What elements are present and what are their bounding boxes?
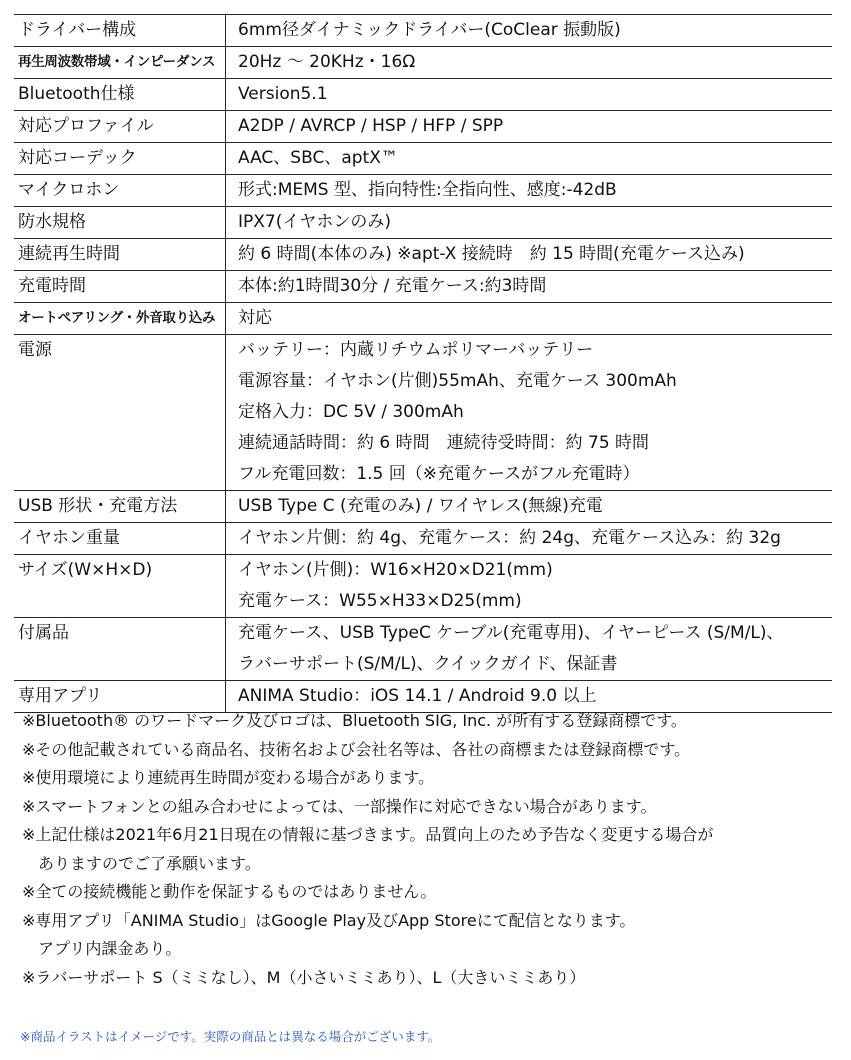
spec-label: 連続再生時間: [14, 239, 226, 271]
spec-value-line: AAC、SBC、aptX™: [238, 148, 398, 168]
spec-value: [226, 143, 833, 175]
spec-row: [14, 15, 832, 47]
spec-label: 再生周波数帯域・インピーダンス: [14, 47, 226, 79]
spec-label: 充電時間: [14, 271, 226, 303]
spec-value: [226, 491, 833, 523]
note-line: ※その他記載されている商品名、技術名および会社名等は、各社の商標または登録商標です。: [22, 739, 691, 759]
note-line: ※スマートフォンとの組み合わせによっては、一部操作に対応できない場合があります。: [22, 796, 657, 816]
note-line: ※全ての接続機能と動作を保証するものではありません。: [22, 882, 437, 901]
spec-value-line: 約 6 時間(本体のみ) ※apt-X 接続時 約 15 時間(充電ケース込み): [238, 244, 745, 264]
spec-value: [226, 618, 833, 681]
spec-value-line: Version5.1: [238, 84, 328, 104]
notes-list: [22, 707, 832, 992]
spec-value: [226, 47, 833, 79]
spec-value: [226, 523, 833, 555]
spec-label: ドライバー構成: [14, 15, 226, 47]
spec-value: [226, 111, 833, 143]
spec-row: [14, 491, 832, 523]
spec-value-line: 形式:MEMS 型、指向特性:全指向性、感度:-42dB: [238, 180, 617, 200]
note-line: ※使用環境により連続再生時間が変わる場合があります。: [22, 768, 435, 787]
note-line: ※専用アプリ「ANIMA Studio」はGoogle Play及びApp Storeにて配信となります。: [22, 910, 636, 930]
spec-value-line: 本体:約1時間30分 / 充電ケース:約3時間: [238, 276, 547, 296]
spec-value-line: イヤホン片側：約 4g、充電ケース：約 24g、充電ケース込み：約 32g: [238, 528, 781, 548]
spec-label: 防水規格: [14, 207, 226, 239]
spec-row: [14, 303, 832, 335]
spec-value-line: 6mm径ダイナミックドライバー(CoClear 振動版): [238, 20, 621, 40]
spec-row: [14, 523, 832, 555]
spec-row: [14, 239, 832, 271]
spec-value-line: 対応: [238, 308, 272, 328]
spec-value: [226, 335, 833, 491]
spec-label: オートペアリング・外音取り込み: [14, 303, 226, 335]
spec-row: [14, 271, 832, 303]
spec-value-line: USB Type C (充電のみ) / ワイヤレス(無線)充電: [238, 496, 603, 516]
spec-value: [226, 239, 833, 271]
note-line: ※上記仕様は2021年6月21日現在の情報に基づきます。品質向上のため予告なく変更する場合が: [22, 825, 714, 844]
spec-label: マイクロホン: [14, 175, 226, 207]
note-line: アプリ内課金あり。: [22, 939, 182, 958]
spec-value-line: ラバーサポート(S/M/L)、クイックガイド、保証書: [238, 654, 618, 674]
spec-value: [226, 207, 833, 239]
spec-label: イヤホン重量: [14, 523, 226, 555]
spec-label: 対応プロファイル: [14, 111, 226, 143]
spec-value: [226, 15, 833, 47]
spec-label: サイズ(W×H×D): [14, 555, 226, 618]
spec-row: [14, 618, 832, 681]
spec-row: [14, 79, 832, 111]
spec-table: [14, 14, 832, 713]
spec-row: [14, 555, 832, 618]
disclaimer-text: ※商品イラストはイメージです。実際の商品とは異なる場合がございます。: [20, 1029, 441, 1044]
spec-label: USB 形状・充電方法: [14, 491, 226, 523]
spec-value: [226, 555, 833, 618]
spec-value: [226, 303, 833, 335]
spec-value: [226, 175, 833, 207]
spec-value-line: イヤホン(片側)：W16×H20×D21(mm): [238, 560, 553, 580]
spec-value-line: IPX7(イヤホンのみ): [238, 212, 391, 232]
spec-row: [14, 47, 832, 79]
spec-value-line: 充電ケース、USB TypeC ケーブル(充電専用)、イヤーピース (S/M/L)、: [238, 623, 784, 643]
spec-row: [14, 111, 832, 143]
spec-label: 対応コーデック: [14, 143, 226, 175]
spec-value-line: ANIMA Studio：iOS 14.1 / Android 9.0 以上: [238, 686, 597, 706]
spec-label: 電源: [14, 335, 226, 491]
spec-value-line: バッテリー：内蔵リチウムポリマーバッテリー: [238, 340, 594, 360]
note-line: ※Bluetooth® のワードマーク及びロゴは、Bluetooth SIG, Inc. が所有する登録商標です。: [22, 711, 687, 730]
spec-value-line: 電源容量：イヤホン(片側)55mAh、充電ケース 300mAh: [238, 371, 677, 391]
spec-label: 付属品: [14, 618, 226, 681]
spec-value-line: 定格入力：DC 5V / 300mAh: [238, 402, 464, 422]
spec-value: [226, 79, 833, 111]
spec-value-line: 充電ケース：W55×H33×D25(mm): [238, 591, 522, 611]
spec-row: [14, 175, 832, 207]
spec-label: Bluetooth仕様: [14, 79, 226, 111]
spec-value-line: 連続通話時間：約 6 時間 連続待受時間：約 75 時間: [238, 433, 650, 453]
spec-value: [226, 271, 833, 303]
spec-row: [14, 143, 832, 175]
note-line: ※ラバーサポート S（ミミなし）、M（小さいミミあり）、L（大きいミミあり）: [22, 967, 586, 987]
spec-table-body: [14, 15, 832, 713]
spec-label: 専用アプリ: [14, 681, 226, 713]
spec-value-line: A2DP / AVRCP / HSP / HFP / SPP: [238, 116, 504, 136]
note-line: ありますのでご了承願います。: [22, 853, 261, 873]
spec-row: [14, 207, 832, 239]
spec-row: [14, 335, 832, 491]
spec-value-line: フル充電回数：1.5 回（※充電ケースがフル充電時）: [238, 464, 640, 484]
spec-value-line: 20Hz 〜 20KHz・16Ω: [238, 52, 416, 72]
